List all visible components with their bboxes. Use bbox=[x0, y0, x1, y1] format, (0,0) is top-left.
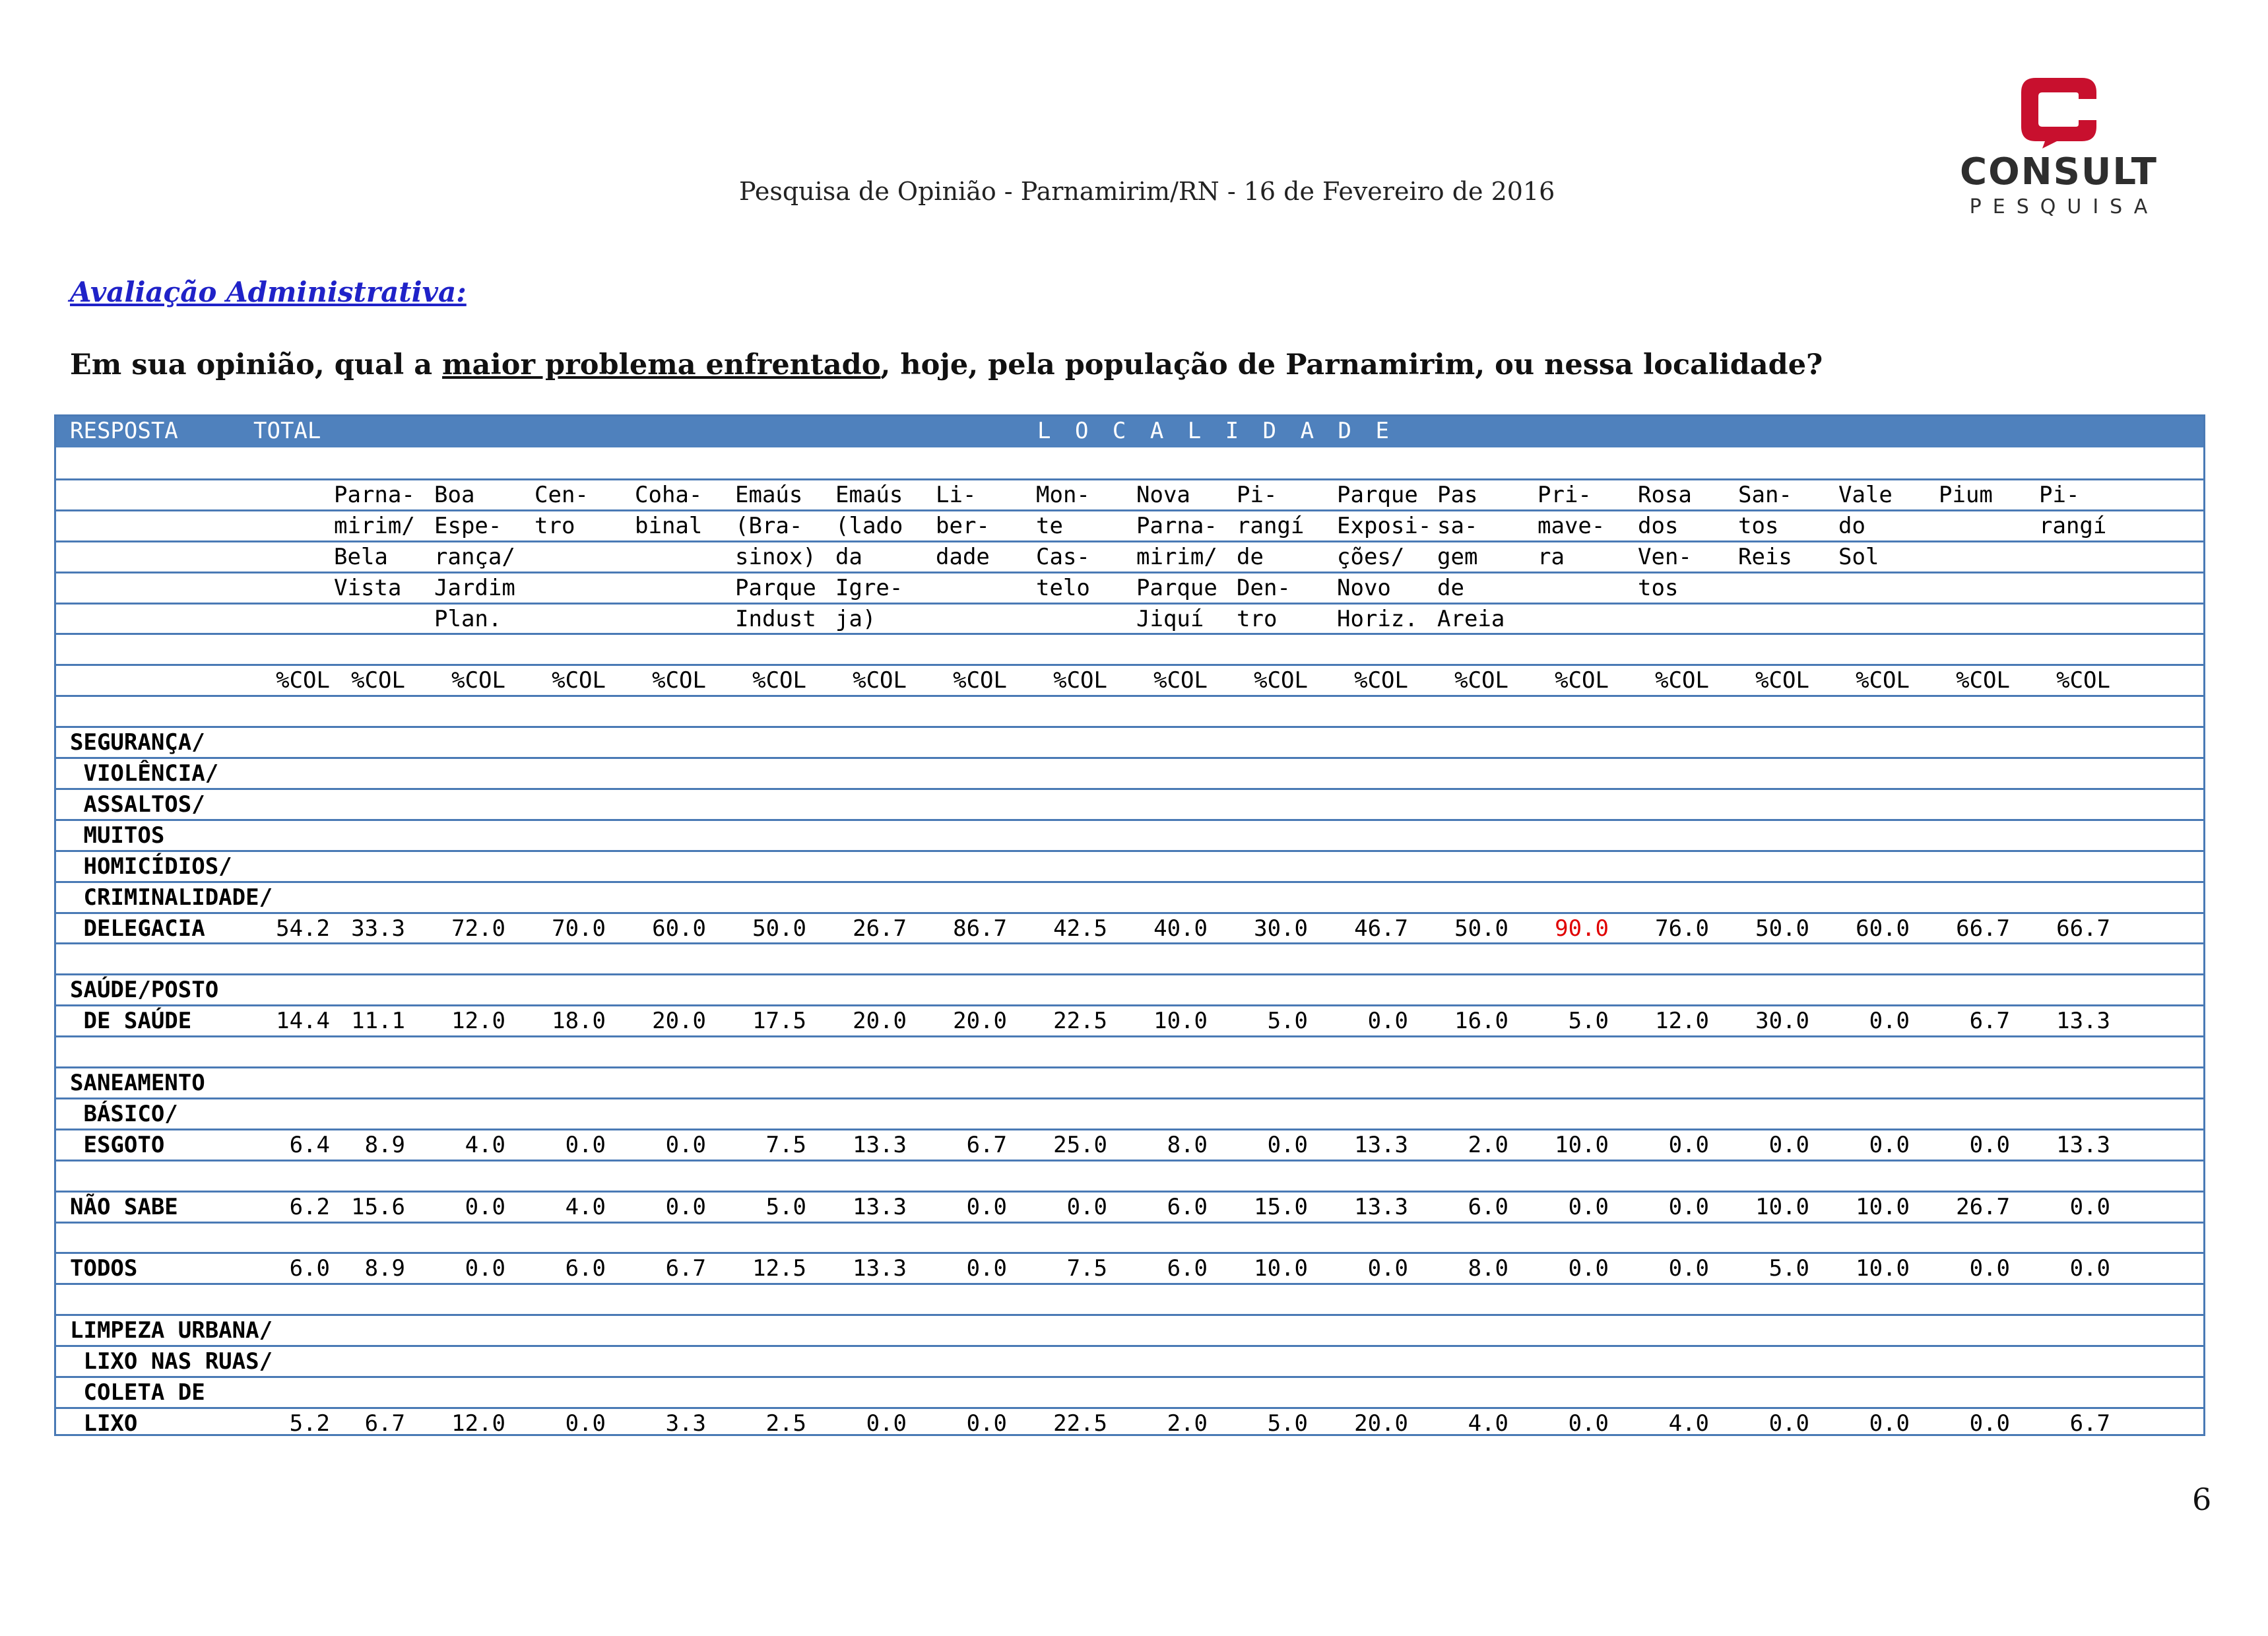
question-part-2: , hoje, pela população de Parnamirim, ou nessa localidade? bbox=[880, 348, 1823, 381]
column-header-text: binal bbox=[635, 512, 703, 539]
data-cell: 7.5 bbox=[765, 1131, 806, 1158]
data-cell: 0.0 bbox=[1668, 1255, 1709, 1282]
data-cell: 30.0 bbox=[1755, 1008, 1809, 1035]
column-header-text: Reis bbox=[1738, 543, 1792, 570]
data-cell: 4.0 bbox=[1468, 1410, 1508, 1437]
column-unit-label: %COL bbox=[1956, 667, 2010, 694]
row-divider bbox=[54, 1252, 2205, 1254]
total-value: 6.4 bbox=[289, 1131, 330, 1158]
column-header-text: ber- bbox=[936, 512, 990, 539]
data-cell: 18.0 bbox=[552, 1008, 606, 1035]
response-label: MUITOS bbox=[70, 822, 165, 849]
section-title: Avaliação Administrativa: bbox=[70, 276, 467, 308]
column-unit-label: %COL bbox=[853, 667, 907, 694]
column-unit-label: %COL bbox=[1354, 667, 1408, 694]
data-cell: 13.3 bbox=[2056, 1008, 2110, 1035]
column-unit-label: %COL bbox=[1856, 667, 1910, 694]
results-table bbox=[54, 414, 2205, 1436]
data-cell: 12.0 bbox=[451, 1008, 505, 1035]
column-header-text: Rosa bbox=[1638, 481, 1692, 508]
response-label: HOMICÍDIOS/ bbox=[70, 853, 232, 880]
column-header-text: Parna- bbox=[1136, 512, 1217, 539]
data-cell: 0.0 bbox=[465, 1255, 505, 1282]
data-cell: 5.0 bbox=[1768, 1255, 1809, 1282]
data-cell: 13.3 bbox=[853, 1193, 907, 1220]
column-header-text: de bbox=[1237, 543, 1264, 570]
column-header-text: ja) bbox=[835, 605, 876, 632]
data-cell: 0.0 bbox=[1668, 1193, 1709, 1220]
row-divider bbox=[54, 850, 2205, 852]
response-label: LIXO bbox=[70, 1410, 138, 1437]
data-cell: 46.7 bbox=[1354, 915, 1408, 942]
column-header-text: Parque bbox=[1337, 481, 1418, 508]
response-label: COLETA DE bbox=[70, 1379, 205, 1406]
column-header-text: tro bbox=[535, 512, 575, 539]
data-cell: 0.0 bbox=[966, 1255, 1007, 1282]
data-cell: 0.0 bbox=[1568, 1410, 1609, 1437]
data-cell: 76.0 bbox=[1655, 915, 1709, 942]
data-cell: 26.7 bbox=[853, 915, 907, 942]
column-unit-label: %COL bbox=[1755, 667, 1809, 694]
data-cell: 8.9 bbox=[364, 1255, 405, 1282]
consult-logo bbox=[1953, 73, 2164, 218]
column-header-text: do bbox=[1838, 512, 1865, 539]
data-cell: 10.0 bbox=[1555, 1131, 1609, 1158]
total-unit-label: %COL bbox=[276, 667, 330, 694]
data-cell: 0.0 bbox=[2069, 1255, 2110, 1282]
data-cell: 0.0 bbox=[1969, 1255, 2010, 1282]
column-header-text: Mon- bbox=[1036, 481, 1090, 508]
column-header-text: Espe- bbox=[434, 512, 502, 539]
column-header-text: Areia bbox=[1437, 605, 1505, 632]
column-header-text: Vale bbox=[1838, 481, 1893, 508]
total-value: 6.2 bbox=[289, 1193, 330, 1220]
data-cell: 5.0 bbox=[1568, 1008, 1609, 1035]
data-cell: 0.0 bbox=[1869, 1410, 1910, 1437]
document-header-title: Pesquisa de Opinião - Parnamirim/RN - 16 de Fevereiro de 2016 bbox=[739, 177, 1555, 206]
column-unit-label: %COL bbox=[1555, 667, 1609, 694]
data-cell: 10.0 bbox=[1856, 1255, 1910, 1282]
data-cell: 50.0 bbox=[1755, 915, 1809, 942]
data-cell: 0.0 bbox=[966, 1193, 1007, 1220]
column-header-text: Pi- bbox=[1237, 481, 1278, 508]
column-unit-label: %COL bbox=[351, 667, 405, 694]
data-cell: 72.0 bbox=[451, 915, 505, 942]
data-cell: 60.0 bbox=[652, 915, 706, 942]
column-header-text: sinox) bbox=[735, 543, 816, 570]
row-divider bbox=[54, 1129, 2205, 1130]
data-cell: 6.7 bbox=[665, 1255, 706, 1282]
total-value: 6.0 bbox=[289, 1255, 330, 1282]
row-divider bbox=[54, 726, 2205, 728]
data-cell: 0.0 bbox=[1768, 1410, 1809, 1437]
column-header-text: Li- bbox=[936, 481, 977, 508]
column-header-text: Emaús bbox=[835, 481, 903, 508]
data-cell: 10.0 bbox=[1254, 1255, 1308, 1282]
column-header-text: Parque bbox=[1136, 574, 1217, 601]
data-cell: 8.9 bbox=[364, 1131, 405, 1158]
data-cell: 17.5 bbox=[752, 1008, 806, 1035]
data-cell: 60.0 bbox=[1856, 915, 1910, 942]
logo-mark-icon bbox=[2016, 73, 2102, 148]
column-header-text: Parque bbox=[735, 574, 816, 601]
response-label: DE SAÚDE bbox=[70, 1008, 192, 1035]
logo-brand-text: CONSULT bbox=[1960, 150, 2158, 193]
data-cell: 6.7 bbox=[966, 1131, 1007, 1158]
total-value: 54.2 bbox=[276, 915, 330, 942]
data-cell: 12.0 bbox=[451, 1410, 505, 1437]
data-cell: 13.3 bbox=[853, 1255, 907, 1282]
data-cell: 20.0 bbox=[1354, 1410, 1408, 1437]
row-divider bbox=[54, 942, 2205, 944]
row-divider bbox=[54, 973, 2205, 975]
data-cell: 40.0 bbox=[1153, 915, 1208, 942]
response-label: BÁSICO/ bbox=[70, 1100, 178, 1127]
data-cell: 0.0 bbox=[565, 1410, 606, 1437]
question-emphasis: maior problema enfrentado bbox=[442, 348, 881, 381]
data-cell: 0.0 bbox=[1367, 1255, 1408, 1282]
response-label: SANEAMENTO bbox=[70, 1070, 205, 1096]
response-label: LIXO NAS RUAS/ bbox=[70, 1348, 273, 1375]
column-header-text: Ven- bbox=[1638, 543, 1692, 570]
column-header-text: San- bbox=[1738, 481, 1792, 508]
column-header-text: rangí bbox=[1237, 512, 1305, 539]
row-divider bbox=[54, 1283, 2205, 1285]
data-cell: 2.0 bbox=[1468, 1131, 1508, 1158]
column-header-text: Vista bbox=[334, 574, 402, 601]
column-unit-label: %COL bbox=[652, 667, 706, 694]
data-cell: 66.7 bbox=[1956, 915, 2010, 942]
row-divider bbox=[54, 509, 2205, 511]
column-unit-label: %COL bbox=[1655, 667, 1709, 694]
column-unit-label: %COL bbox=[552, 667, 606, 694]
row-divider bbox=[54, 1066, 2205, 1068]
response-label: NÃO SABE bbox=[70, 1193, 178, 1220]
row-divider bbox=[54, 1314, 2205, 1316]
column-header-text: mirim/ bbox=[1136, 543, 1217, 570]
row-divider bbox=[54, 695, 2205, 697]
data-cell: 0.0 bbox=[1267, 1131, 1308, 1158]
row-divider bbox=[54, 633, 2205, 635]
column-header-text: ra bbox=[1538, 543, 1565, 570]
column-unit-label: %COL bbox=[1053, 667, 1107, 694]
data-cell: 10.0 bbox=[1153, 1008, 1208, 1035]
response-label: LIMPEZA URBANA/ bbox=[70, 1317, 273, 1344]
column-header-text: ções/ bbox=[1337, 543, 1405, 570]
data-cell: 5.0 bbox=[1267, 1008, 1308, 1035]
column-header-text: Jiquí bbox=[1136, 605, 1204, 632]
header-localidade: L O C A L I D A D E bbox=[1037, 418, 1394, 444]
data-cell: 6.0 bbox=[1468, 1193, 1508, 1220]
row-divider bbox=[54, 757, 2205, 759]
column-header-text: Bela bbox=[334, 543, 388, 570]
data-cell: 0.0 bbox=[2069, 1193, 2110, 1220]
column-header-text: Indust bbox=[735, 605, 816, 632]
column-unit-label: %COL bbox=[1454, 667, 1508, 694]
question-text bbox=[70, 348, 1823, 381]
response-label: TODOS bbox=[70, 1255, 138, 1282]
row-divider bbox=[54, 664, 2205, 666]
data-cell: 15.0 bbox=[1254, 1193, 1308, 1220]
data-cell: 6.7 bbox=[2069, 1410, 2110, 1437]
row-divider bbox=[54, 1160, 2205, 1162]
total-value: 14.4 bbox=[276, 1008, 330, 1035]
column-header-text: de bbox=[1437, 574, 1464, 601]
data-cell: 25.0 bbox=[1053, 1131, 1107, 1158]
response-label: SEGURANÇA/ bbox=[70, 729, 205, 756]
data-cell: 5.0 bbox=[765, 1193, 806, 1220]
column-header-text: Coha- bbox=[635, 481, 703, 508]
row-divider bbox=[54, 572, 2205, 573]
data-cell: 0.0 bbox=[1768, 1131, 1809, 1158]
response-label: DELEGACIA bbox=[70, 915, 205, 942]
data-cell: 13.3 bbox=[2056, 1131, 2110, 1158]
column-header-text: tos bbox=[1738, 512, 1779, 539]
data-cell: 0.0 bbox=[1869, 1008, 1910, 1035]
row-divider bbox=[54, 1035, 2205, 1037]
column-header-text: Pi- bbox=[2039, 481, 2080, 508]
data-cell: 4.0 bbox=[565, 1193, 606, 1220]
column-header-text: Emaús bbox=[735, 481, 803, 508]
row-divider bbox=[54, 1376, 2205, 1378]
data-cell: 0.0 bbox=[565, 1131, 606, 1158]
data-cell: 0.0 bbox=[1969, 1410, 2010, 1437]
data-cell: 6.0 bbox=[1167, 1255, 1208, 1282]
data-cell: 6.7 bbox=[1969, 1008, 2010, 1035]
data-cell: 12.5 bbox=[752, 1255, 806, 1282]
row-divider bbox=[54, 478, 2205, 480]
row-divider bbox=[54, 540, 2205, 542]
column-header-text: Plan. bbox=[434, 605, 502, 632]
column-unit-label: %COL bbox=[1254, 667, 1308, 694]
data-cell: 11.1 bbox=[351, 1008, 405, 1035]
data-cell: 0.0 bbox=[1066, 1193, 1107, 1220]
data-cell: 4.0 bbox=[1668, 1410, 1709, 1437]
data-cell: 0.0 bbox=[966, 1410, 1007, 1437]
data-cell: 0.0 bbox=[465, 1193, 505, 1220]
data-cell: 8.0 bbox=[1468, 1255, 1508, 1282]
data-cell: 0.0 bbox=[866, 1410, 907, 1437]
column-header-text: te bbox=[1036, 512, 1063, 539]
data-cell: 86.7 bbox=[953, 915, 1007, 942]
column-header-text: rangí bbox=[2039, 512, 2107, 539]
data-cell: 70.0 bbox=[552, 915, 606, 942]
data-cell: 0.0 bbox=[1969, 1131, 2010, 1158]
data-cell: 2.0 bbox=[1167, 1410, 1208, 1437]
data-cell: 50.0 bbox=[1454, 915, 1508, 942]
data-cell: 6.0 bbox=[565, 1255, 606, 1282]
row-divider bbox=[54, 1407, 2205, 1409]
data-cell: 2.5 bbox=[765, 1410, 806, 1437]
column-header-text: tos bbox=[1638, 574, 1679, 601]
data-cell: 0.0 bbox=[665, 1131, 706, 1158]
data-cell: 50.0 bbox=[752, 915, 806, 942]
column-header-text: telo bbox=[1036, 574, 1090, 601]
data-cell: 8.0 bbox=[1167, 1131, 1208, 1158]
column-header-text: rança/ bbox=[434, 543, 515, 570]
response-label: ASSALTOS/ bbox=[70, 791, 205, 818]
column-unit-label: %COL bbox=[1153, 667, 1208, 694]
data-cell: 0.0 bbox=[1568, 1255, 1609, 1282]
column-header-text: Pium bbox=[1939, 481, 1993, 508]
data-cell: 20.0 bbox=[652, 1008, 706, 1035]
row-divider bbox=[54, 788, 2205, 790]
column-header-text: Horiz. bbox=[1337, 605, 1418, 632]
response-label: SAÚDE/POSTO bbox=[70, 977, 219, 1004]
column-unit-label: %COL bbox=[752, 667, 806, 694]
response-label: VIOLÊNCIA/ bbox=[70, 760, 219, 787]
data-cell: 13.3 bbox=[1354, 1131, 1408, 1158]
data-cell: 6.7 bbox=[364, 1410, 405, 1437]
column-header-text: gem bbox=[1437, 543, 1478, 570]
data-cell: 26.7 bbox=[1956, 1193, 2010, 1220]
row-divider bbox=[54, 1191, 2205, 1193]
column-header-text: Exposi- bbox=[1337, 512, 1432, 539]
row-divider bbox=[54, 1345, 2205, 1347]
row-divider bbox=[54, 1004, 2205, 1006]
data-cell: 66.7 bbox=[2056, 915, 2110, 942]
data-cell: 20.0 bbox=[953, 1008, 1007, 1035]
column-header-text: Jardim bbox=[434, 574, 515, 601]
column-header-text: dade bbox=[936, 543, 990, 570]
column-header-text: mirim/ bbox=[334, 512, 415, 539]
column-unit-label: %COL bbox=[2056, 667, 2110, 694]
row-divider bbox=[54, 881, 2205, 883]
total-value: 5.2 bbox=[289, 1410, 330, 1437]
column-header-text: da bbox=[835, 543, 862, 570]
data-cell: 22.5 bbox=[1053, 1008, 1107, 1035]
data-cell: 33.3 bbox=[351, 915, 405, 942]
column-header-text: (Bra- bbox=[735, 512, 803, 539]
column-header-text: Novo bbox=[1337, 574, 1391, 601]
column-unit-label: %COL bbox=[451, 667, 505, 694]
page-number: 6 bbox=[2192, 1482, 2212, 1517]
column-header-text: Boa bbox=[434, 481, 475, 508]
row-divider bbox=[54, 1222, 2205, 1224]
data-cell: 10.0 bbox=[1755, 1193, 1809, 1220]
column-header-text: Igre- bbox=[835, 574, 903, 601]
row-divider bbox=[54, 912, 2205, 914]
data-cell: 22.5 bbox=[1053, 1410, 1107, 1437]
data-cell: 0.0 bbox=[1367, 1008, 1408, 1035]
data-cell: 3.3 bbox=[665, 1410, 706, 1437]
row-divider bbox=[54, 1097, 2205, 1099]
data-cell: 16.0 bbox=[1454, 1008, 1508, 1035]
column-header-text: mave- bbox=[1538, 512, 1605, 539]
column-unit-label: %COL bbox=[953, 667, 1007, 694]
data-cell: 30.0 bbox=[1254, 915, 1308, 942]
logo-subtext: PESQUISA bbox=[1969, 195, 2159, 218]
data-cell: 10.0 bbox=[1856, 1193, 1910, 1220]
header-total: TOTAL bbox=[253, 418, 321, 444]
data-cell: 90.0 bbox=[1555, 915, 1609, 942]
column-header-text: Cen- bbox=[535, 481, 589, 508]
column-header-text: tro bbox=[1237, 605, 1278, 632]
data-cell: 0.0 bbox=[1869, 1131, 1910, 1158]
response-label: ESGOTO bbox=[70, 1131, 165, 1158]
column-header-text: Pri- bbox=[1538, 481, 1592, 508]
data-cell: 42.5 bbox=[1053, 915, 1107, 942]
data-cell: 13.3 bbox=[853, 1131, 907, 1158]
data-cell: 0.0 bbox=[665, 1193, 706, 1220]
data-cell: 6.0 bbox=[1167, 1193, 1208, 1220]
data-cell: 12.0 bbox=[1655, 1008, 1709, 1035]
column-header-text: Den- bbox=[1237, 574, 1291, 601]
column-header-text: Cas- bbox=[1036, 543, 1090, 570]
data-cell: 20.0 bbox=[853, 1008, 907, 1035]
question-part-1: Em sua opinião, qual a bbox=[70, 348, 443, 381]
data-cell: 4.0 bbox=[465, 1131, 505, 1158]
column-header-text: (lado bbox=[835, 512, 903, 539]
column-header-text: sa- bbox=[1437, 512, 1478, 539]
column-header-text: dos bbox=[1638, 512, 1679, 539]
header-resposta: RESPOSTA bbox=[70, 418, 178, 444]
data-cell: 0.0 bbox=[1568, 1193, 1609, 1220]
column-header-text: Pas bbox=[1437, 481, 1478, 508]
data-cell: 0.0 bbox=[1668, 1131, 1709, 1158]
response-label: CRIMINALIDADE/ bbox=[70, 884, 273, 911]
column-header-text: Parna- bbox=[334, 481, 415, 508]
row-divider bbox=[54, 603, 2205, 605]
data-cell: 5.0 bbox=[1267, 1410, 1308, 1437]
data-cell: 13.3 bbox=[1354, 1193, 1408, 1220]
data-cell: 15.6 bbox=[351, 1193, 405, 1220]
data-cell: 7.5 bbox=[1066, 1255, 1107, 1282]
row-divider bbox=[54, 819, 2205, 821]
column-header-text: Nova bbox=[1136, 481, 1190, 508]
column-header-text: Sol bbox=[1838, 543, 1879, 570]
